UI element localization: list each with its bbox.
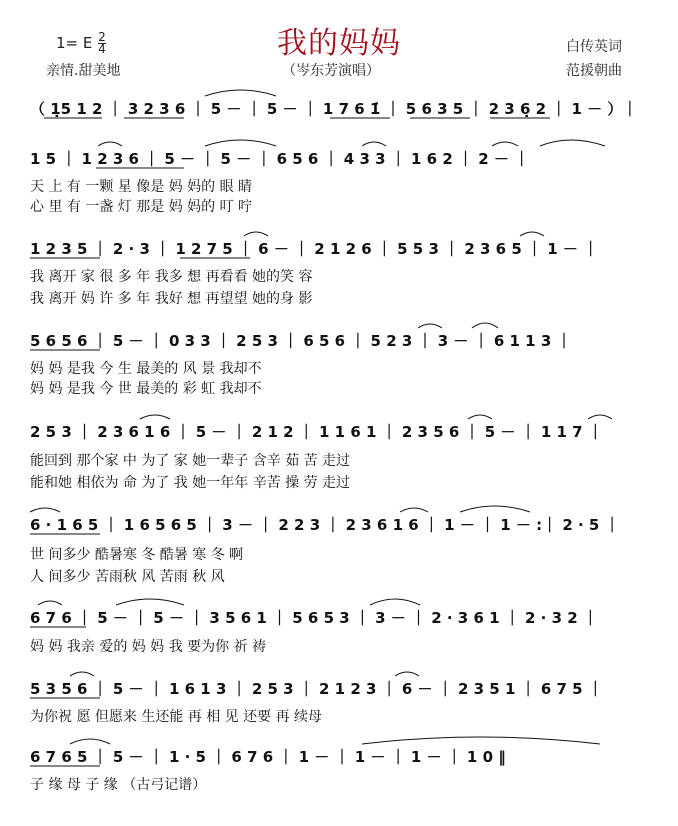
lyric-line-verse2: 我 离开 妈 许 多 年 我好 想 再望望 她的身 影 [30, 291, 313, 307]
singer-credit: （岑东芳演唱） [282, 63, 380, 79]
tie-mark [460, 506, 530, 512]
slur-mark [400, 508, 428, 512]
lyric-line-verse1: 子 缘 母 子 缘 （古弓记谱） [30, 777, 207, 793]
notation-row: 1 5 ｜ 1 2 3 6 ｜ 5 － ｜ 5 － ｜ 6 5 6 ｜ 4 3 3 ｜ 1 6 2 ｜ 2 － ｜ [30, 150, 530, 168]
song-title: 我的妈妈 [277, 26, 401, 61]
tie-mark [472, 323, 498, 328]
slur-mark [244, 232, 268, 236]
composer-credit: 范援朝曲 [566, 63, 622, 79]
notation-row: 5 6 5 6 ｜ 5 － ｜ 0 3 3 ｜ 2 5 3 ｜ 6 5 6 ｜ 5 2 3 ｜ 3 － ｜ 6 1 1 3 ｜ [30, 332, 572, 350]
slur-mark [468, 415, 492, 419]
tie-mark [70, 739, 110, 744]
tie-mark [205, 90, 276, 96]
lyricist-credit: 白传英词 [566, 39, 622, 55]
slur-mark [38, 601, 62, 605]
lyric-line-verse1: 世 间多少 酷暑寒 冬 酷暑 寒 冬 啊 [30, 547, 244, 563]
notation-row: 6 · 1 6 5 ｜ 1 6 5 6 5 ｜ 3 － ｜ 2 2 3 ｜ 2 3 6 1 6 ｜ 1 － ｜ 1 － :｜ 2 · 5 ｜ [30, 516, 620, 534]
tie-mark [540, 140, 605, 146]
notation-row: 2 5 3 ｜ 2 3 6 1 6 ｜ 5 － ｜ 2 1 2 ｜ 1 1 6 1 ｜ 2 3 5 6 ｜ 5 － ｜ 1 1 7 ｜ [30, 423, 603, 441]
slur-mark [98, 142, 122, 146]
tie-mark [205, 140, 276, 146]
lyric-line-verse1: 能回到 那个家 中 为了 家 她一辈子 含辛 茹 苦 走过 [30, 453, 351, 469]
lyric-line-verse1: 妈 妈 我亲 爱的 妈 妈 我 要为你 祈 祷 [30, 639, 267, 655]
tie-mark [362, 737, 600, 744]
slur-mark [70, 672, 94, 676]
lyric-line-verse2: 心 里 有 一盏 灯 那是 妈 妈的 叮 咛 [30, 199, 253, 215]
slur-mark [588, 415, 612, 419]
lyric-line-verse1: 为你祝 愿 但愿来 生还能 再 相 见 还要 再 续母 [30, 709, 323, 725]
style-marking: 亲情.甜美地 [46, 63, 121, 79]
notation-row: 6 7 6 5 ｜ 5 － ｜ 1 · 5 ｜ 6 7 6 ｜ 1 － ｜ 1 － ｜ 1 － ｜ 1 0 ‖ [30, 748, 506, 766]
lyric-line-verse2: 妈 妈 是我 今 世 最美的 彩 虹 我却不 [30, 381, 262, 397]
lyric-line-verse2: 人 间多少 苦雨秋 风 苦雨 秋 风 [30, 569, 225, 585]
slur-mark [492, 142, 518, 146]
notation-row: （ 1̣5 1 2 ｜ 3 2 3 6 ｜ 5 － ｜ 5 － ｜ 1 7 6 1̇ ｜ 5 6 3 5 ｜ 2 3 6̣ 2 ｜ 1 － ）｜ [30, 100, 638, 118]
slur-mark [418, 324, 442, 328]
lyric-line-verse1: 妈 妈 是我 今 生 最美的 风 景 我却不 [30, 361, 262, 377]
slur-mark [362, 142, 386, 146]
key-label: 1= E [56, 34, 93, 52]
notation-row: 6 7 6 ｜ 5 － ｜ 5 － ｜ 3 5 6 1 ｜ 5 6 5 3 ｜ 3 － ｜ 2 · 3 6 1 ｜ 2 · 3 2 ｜ [30, 609, 598, 627]
slur-mark [395, 672, 419, 676]
lyric-line-verse2: 能和她 相依为 命 为了 我 她一年年 辛苦 操 劳 走过 [30, 475, 351, 491]
lyric-line-verse1: 天 上 有 一颗 星 像是 妈 妈的 眼 睛 [30, 179, 253, 195]
lyric-line-verse1: 我 离开 家 很 多 年 我多 想 再看看 她的笑 容 [30, 269, 313, 285]
notation-row: 5 3 5 6 ｜ 5 － ｜ 1 6 1 3 ｜ 2 5 3 ｜ 2 1 2 3 ｜ 6 － ｜ 2 3 5 1 ｜ 6 7 5 ｜ [30, 680, 603, 698]
time-top: 2 [98, 30, 106, 44]
slur-mark [140, 415, 170, 419]
slur-mark [520, 232, 544, 236]
slur-mark [30, 508, 60, 512]
notation-row: 1 2 3 5 ｜ 2 · 3 ｜ 1 2 7 5 ｜ 6 － ｜ 2 1 2 6 ｜ 5 5 3 ｜ 2 3 6 5 ｜ 1 － ｜ [30, 240, 599, 258]
time-bottom: 4 [98, 42, 106, 56]
tie-mark [116, 599, 184, 605]
tie-mark [370, 599, 420, 605]
